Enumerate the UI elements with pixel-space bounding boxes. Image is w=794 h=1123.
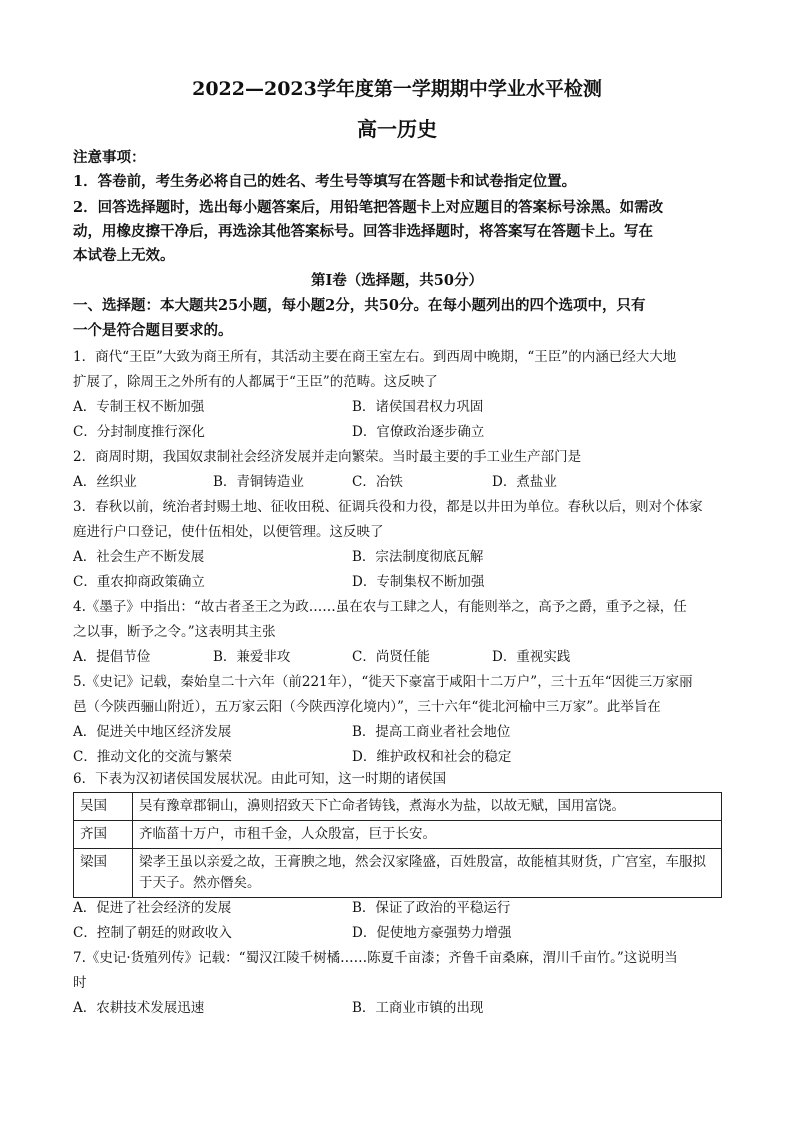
notice-line: 动，用橡皮擦干净后，再选涂其他答案标号。回答非选择题时，将答案写在答题卡上。写在 [73, 223, 653, 240]
option-d: D．专制集权不断加强 [352, 574, 485, 590]
option-c: C．分封制度推行深化 [73, 424, 205, 440]
option-a: A．农耕技术发展迅速 [73, 1000, 205, 1016]
state-desc: 齐临菑十万户，市租千金，人众殷富，巨于长安。 [133, 821, 722, 849]
option-b: B．宗法制度彻底瓦解 [352, 549, 484, 565]
exam-subject: 高一历史 [357, 117, 437, 141]
option-a: A．提倡节俭 [73, 649, 151, 665]
state-name: 齐国 [74, 821, 133, 849]
question-stem: 之以事，断予之令。”这表明其主张 [73, 624, 276, 640]
question-stem: 扩展了，除周王之外所有的人都属于“王臣”的范畴。这反映了 [73, 374, 438, 390]
option-d: D．重视实践 [492, 649, 571, 665]
option-d: D．促使地方豪强势力增强 [352, 925, 512, 941]
table-row [74, 793, 722, 821]
option-b: B．工商业市镇的出现 [352, 1000, 484, 1016]
notice-heading: 注意事项： [73, 149, 146, 166]
option-c: C．推动文化的交流与繁荣 [73, 749, 232, 765]
option-a: A．促进了社会经济的发展 [73, 900, 232, 916]
option-b: B．青铜铸造业 [213, 474, 304, 490]
exam-title: 2022—2023学年度第一学期期中学业水平检测 [192, 78, 602, 100]
option-b: B．保证了政治的平稳运行 [352, 900, 511, 916]
option-d: D．官僚政治逐步确立 [352, 424, 485, 440]
option-a: A．社会生产不断发展 [73, 549, 205, 565]
table-row [74, 849, 722, 898]
option-c: C．重农抑商政策确立 [73, 574, 205, 590]
option-b: B．提高工商业者社会地位 [352, 724, 511, 740]
question-stem: 7.《史记·货殖列传》记载：“蜀汉江陵千树橘……陈夏千亩漆；齐鲁千亩桑麻，渭川千亩竹。”这说明当 [73, 950, 678, 966]
option-b: B．兼爱非攻 [213, 649, 291, 665]
question-stem: 时 [73, 975, 87, 991]
option-c: C．冶铁 [352, 474, 403, 490]
section-title: 第Ⅰ卷（选择题，共50分） [311, 272, 483, 289]
notice-line: 2．回答选择题时，选出每小题答案后，用铅笔把答题卡上对应题目的答案标号涂黑。如需改 [73, 199, 664, 216]
section-intro: 一、选择题：本大题共25小题，每小题2分，共50分。在每小题列出的四个选项中，只有 [73, 297, 646, 314]
option-a: A．促进关中地区经济发展 [73, 724, 232, 740]
question-stem: 3．春秋以前，统治者封赐土地、征收田税、征调兵役和力役，都是以井田为单位。春秋以后，则对个体家 [73, 499, 703, 515]
section-intro: 一个是符合题目要求的。 [73, 322, 233, 339]
state-name: 吴国 [74, 793, 133, 821]
table-row [74, 821, 722, 849]
state-desc: 吴有豫章郡铜山，濞则招致天下亡命者铸钱，煮海水为盐，以故无赋，国用富饶。 [133, 793, 722, 821]
state-desc: 梁孝王虽以亲爱之故，王膏腴之地，然会汉家隆盛，百姓殷富，故能植其财货，广宫室，车服拟于天子。然亦僭矣。 [133, 849, 722, 898]
states-table [73, 792, 722, 898]
notice-line: 1．答卷前，考生务必将自己的姓名、考生号等填写在答题卡和试卷指定位置。 [73, 173, 577, 190]
option-d: D．煮盐业 [492, 474, 557, 490]
state-name: 梁国 [74, 849, 133, 898]
question-stem: 2．商周时期，我国奴隶制社会经济发展并走向繁荣。当时最主要的手工业生产部门是 [73, 449, 582, 465]
option-a: A．专制王权不断加强 [73, 399, 205, 415]
question-stem: 1．商代“王臣”大致为商王所有，其活动主要在商王室左右。到西周中晚期，“王臣”的内涵已经大大地 [73, 349, 677, 365]
question-stem: 邑（今陕西骊山附近），五万家云阳（今陕西淳化境内）”，三十六年“徙北河榆中三万家”。此举旨在 [73, 699, 661, 715]
question-stem: 6．下表为汉初诸侯国发展状况。由此可知，这一时期的诸侯国 [73, 771, 447, 787]
option-b: B．诸侯国君权力巩固 [352, 399, 484, 415]
question-stem: 4.《墨子》中指出：“故古者圣王之为政……虽在农与工肆之人，有能则举之，高予之爵，重予之禄，任 [73, 599, 687, 615]
option-c: C．控制了朝廷的财政收入 [73, 925, 232, 941]
notice-line: 本试卷上无效。 [73, 247, 175, 264]
option-d: D．维护政权和社会的稳定 [352, 749, 512, 765]
question-stem: 庭进行户口登记，使什伍相处，以便管理。这反映了 [73, 524, 384, 540]
option-a: A．丝织业 [73, 474, 137, 490]
question-stem: 5.《史记》记载，秦始皇二十六年（前221年），“徙天下豪富于咸阳十二万户”，三十五年“因徙三万家丽 [73, 674, 693, 690]
option-c: C．尚贤任能 [352, 649, 430, 665]
